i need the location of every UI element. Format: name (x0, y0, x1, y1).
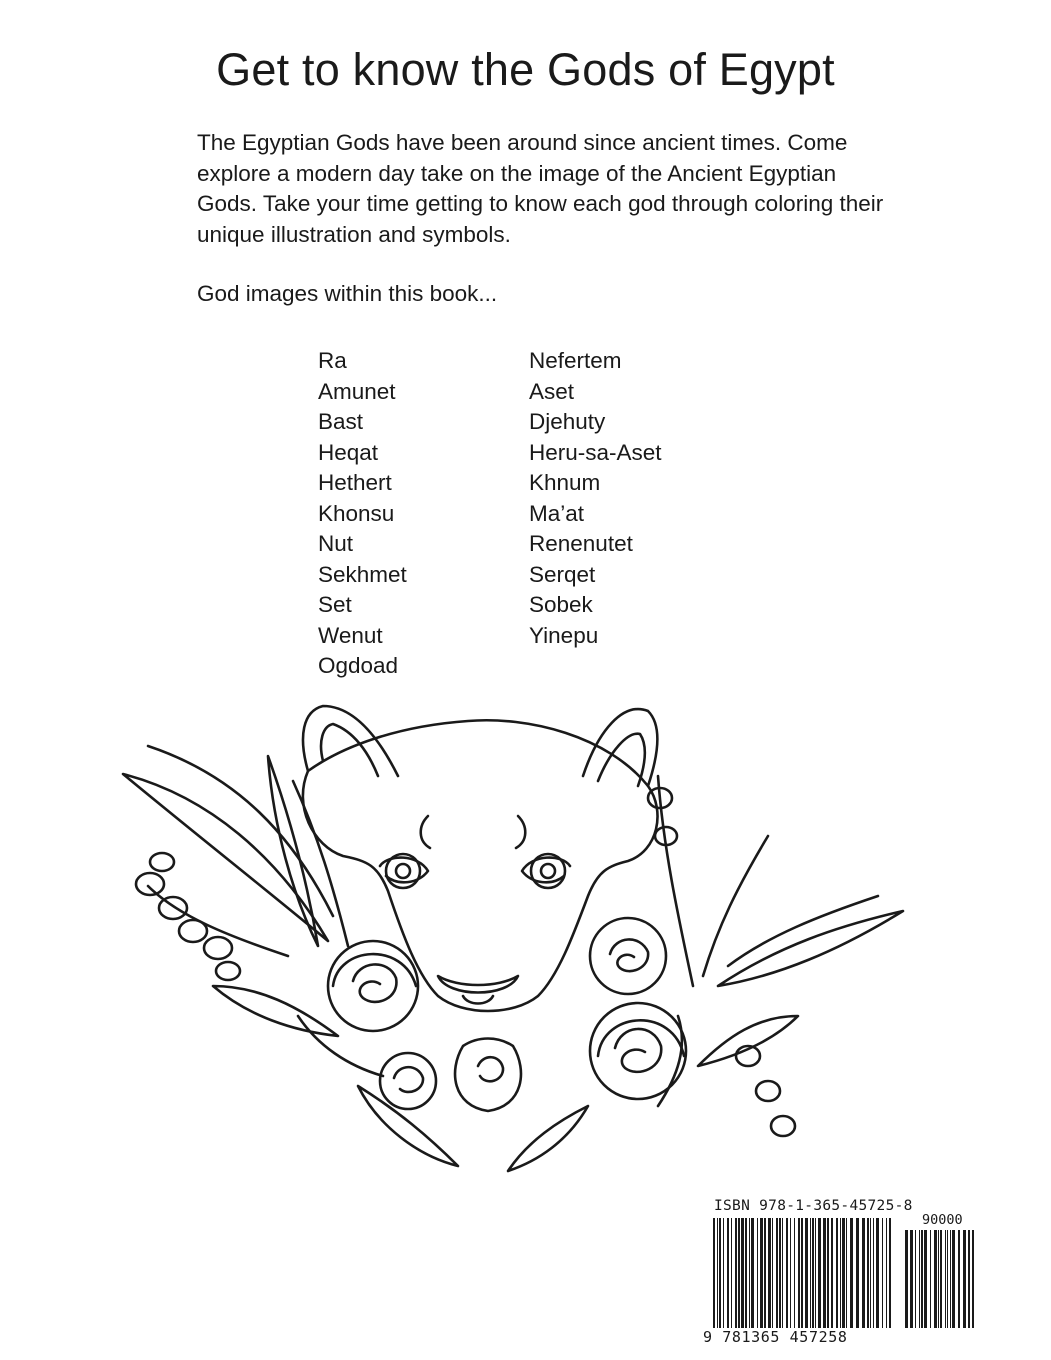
barcode-bar (812, 1218, 814, 1328)
isbn-label: ISBN 978-1-365-45725-8 (714, 1198, 913, 1214)
barcode-bar (786, 1218, 788, 1328)
barcode-bar (945, 1230, 946, 1328)
barcode-bar (947, 1230, 948, 1328)
rose-bottom-left (380, 1053, 436, 1109)
barcode-bar (805, 1218, 808, 1328)
barcode-bar (840, 1218, 841, 1328)
barcode-bar (776, 1218, 778, 1328)
barcode-bar (924, 1230, 927, 1328)
bud (150, 853, 174, 871)
barcode-bar (963, 1230, 966, 1328)
leaf-right-3 (703, 836, 768, 976)
barcode-digits: 9 781365 457258 (703, 1328, 848, 1346)
barcode-bar (760, 1218, 763, 1328)
leaf-left-5 (213, 986, 338, 1036)
rose-bottom-center (455, 1039, 521, 1112)
list-item: Serqet (529, 561, 596, 587)
barcode-bar (958, 1230, 960, 1328)
barcode-bar (972, 1230, 974, 1328)
barcode-bar (790, 1218, 791, 1328)
barcode-bar (952, 1230, 955, 1328)
leaf-right-2 (728, 896, 878, 966)
list-item: Bast (318, 409, 364, 434)
lioness-brow-right (516, 816, 525, 848)
barcode-bar (870, 1218, 871, 1328)
barcode-bar (856, 1218, 859, 1328)
barcode-bar (713, 1218, 715, 1328)
list-item: Heqat (318, 439, 379, 465)
gods-list-right (529, 346, 662, 651)
bud (179, 920, 207, 942)
barcode-bar (950, 1230, 951, 1328)
barcode-bar (717, 1218, 718, 1328)
list-item: Renenutet (529, 531, 633, 556)
barcode-bar (751, 1218, 754, 1328)
barcode-bar (768, 1218, 771, 1328)
lioness-ear-right (583, 709, 657, 786)
barcode-bar (723, 1218, 724, 1328)
bud (136, 873, 164, 895)
barcode-bar (919, 1230, 920, 1328)
list-item: Sekhmet (318, 561, 407, 587)
leaf-bottom-1 (358, 1086, 458, 1166)
barcode-bar (905, 1230, 908, 1328)
lioness-brow-left (421, 816, 430, 848)
barcode-bars-addon (905, 1230, 977, 1328)
barcode-bar (772, 1218, 773, 1328)
barcode-bar (810, 1218, 811, 1328)
list-item: Ma’at (529, 500, 585, 526)
list-item: Amunet (318, 378, 396, 404)
intro-paragraph: The Egyptian Gods have been around since ancient times. Come explore a modern day take on the image of the Ancient Egyptian Gods. Take your time getting to know each god through coloring their unique illustration and symbols. (197, 130, 884, 247)
barcode-bar (968, 1230, 970, 1328)
barcode-bar (915, 1230, 916, 1328)
barcode-bar (836, 1218, 838, 1328)
barcode-bar (794, 1218, 795, 1328)
leaf-bottom-2 (508, 1106, 588, 1171)
barcode-bar (930, 1230, 931, 1328)
list-item: Djehuty (529, 409, 606, 434)
lioness-nose (438, 976, 518, 993)
barcode-bar (731, 1218, 732, 1328)
list-item: Aset (529, 378, 575, 404)
barcode-bars-main (713, 1218, 893, 1328)
bud (771, 1116, 795, 1136)
barcode-bar (889, 1218, 891, 1328)
bud (204, 937, 232, 959)
barcode-bar (867, 1218, 869, 1328)
bud (159, 897, 187, 919)
gods-list-heading: God images within this book... (197, 281, 498, 306)
barcode-bar (798, 1218, 800, 1328)
list-item: Nefertem (529, 348, 622, 373)
rose-left (328, 941, 418, 1031)
rose-right (590, 918, 666, 994)
barcode-bar (741, 1218, 744, 1328)
lioness-flowers-illustration (118, 686, 908, 1186)
barcode-bar (938, 1230, 939, 1328)
bud (216, 962, 240, 980)
barcode-bar (719, 1218, 721, 1328)
leaf-right-1 (718, 911, 903, 986)
barcode-bar (782, 1218, 783, 1328)
list-item: Heru-sa-Aset (529, 439, 662, 465)
barcode-bar (764, 1218, 766, 1328)
barcode-bar (862, 1218, 865, 1328)
barcode-bar (738, 1218, 740, 1328)
barcode-bar (831, 1218, 833, 1328)
list-item: Sobek (529, 592, 593, 617)
barcode-bar (842, 1218, 845, 1328)
barcode-addon-code: 90000 (922, 1212, 963, 1228)
barcode-bar (735, 1218, 737, 1328)
barcode-bar (823, 1218, 826, 1328)
barcode-bar (827, 1218, 829, 1328)
barcode-bar (921, 1230, 923, 1328)
bud (756, 1081, 780, 1101)
leaf-bottom-3 (298, 1016, 383, 1076)
list-item: Khnum (529, 470, 601, 495)
leaf-left-2 (148, 746, 333, 916)
list-item: Ogdoad (318, 653, 399, 678)
barcode-bar (818, 1218, 821, 1328)
barcode-bar (779, 1218, 781, 1328)
barcode-bar (815, 1218, 816, 1328)
list-item: Khonsu (318, 500, 395, 526)
list-item: Nut (318, 531, 354, 556)
list-item: Set (318, 592, 352, 617)
barcode-bar (886, 1218, 887, 1328)
barcode-bar (846, 1218, 847, 1328)
barcode-bar (745, 1218, 747, 1328)
barcode-bar (757, 1218, 758, 1328)
list-item: Ra (318, 348, 347, 373)
leaf-right-4 (698, 1016, 798, 1066)
lioness-head-outline (303, 720, 658, 1011)
barcode-bar (801, 1218, 803, 1328)
list-item: Hethert (318, 470, 392, 495)
page-title: Get to know the Gods of Egypt (216, 44, 835, 95)
barcode-bar (727, 1218, 729, 1328)
barcode-bar (749, 1218, 750, 1328)
barcode-bar (850, 1218, 853, 1328)
gods-list-left (318, 346, 407, 682)
list-item: Yinepu (529, 622, 599, 648)
barcode-bar (882, 1218, 883, 1328)
barcode-bar (940, 1230, 942, 1328)
list-item: Wenut (318, 622, 383, 648)
isbn-barcode (700, 1198, 990, 1348)
barcode-bar (934, 1230, 937, 1328)
barcode-bar (910, 1230, 913, 1328)
barcode-bar (873, 1218, 874, 1328)
barcode-bar (876, 1218, 879, 1328)
